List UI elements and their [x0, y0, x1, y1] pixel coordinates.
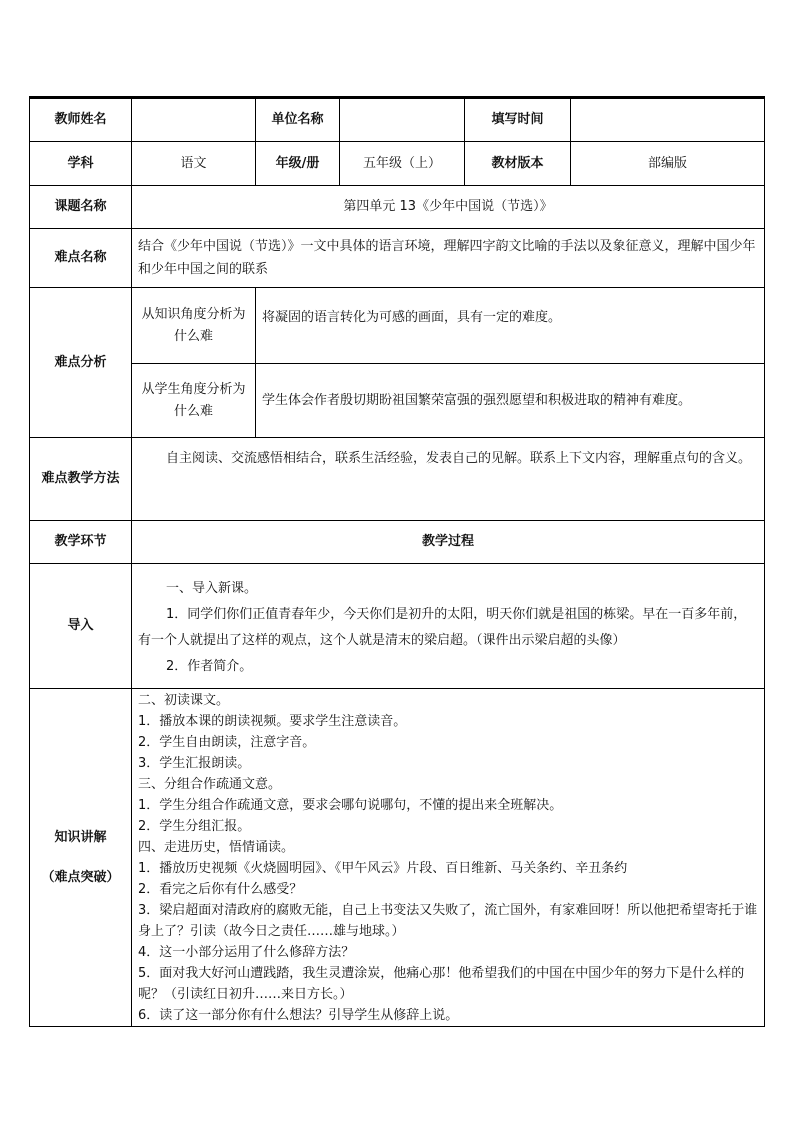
process-line: 4．这一小部分运用了什么修辞方法？: [138, 945, 355, 960]
student-angle-label: 从学生角度分析为什么难: [132, 364, 256, 438]
subject-value: 语文: [132, 142, 256, 186]
process-line: 2．学生自由朗读，注意字音。: [138, 735, 316, 750]
knowledge-label-cell: [30, 689, 132, 1027]
unit-name-value[interactable]: [340, 98, 465, 142]
fill-time-label: 填写时间: [465, 98, 571, 142]
intro-label: 导入: [30, 564, 132, 689]
teacher-name-value[interactable]: [132, 98, 256, 142]
analysis-student-row: [30, 364, 765, 438]
header-row: [30, 98, 765, 142]
method-value: 自主阅读、交流感悟相结合，联系生活经验，发表自己的见解。联系上下文内容，理解重点句的含义。: [132, 438, 765, 521]
process-line: 2．看完之后你有什么感受？: [138, 882, 303, 897]
method-row: [30, 438, 765, 521]
knowledge-angle-label: 从知识角度分析为什么难: [132, 288, 256, 364]
process-header-row: [30, 521, 765, 564]
process-line: 三、分组合作疏通文意。: [138, 777, 282, 792]
topic-value: 第四单元 13《少年中国说（节选）》: [132, 186, 765, 229]
intro-row: [30, 564, 765, 689]
grade-label: 年级/册: [256, 142, 340, 186]
process-line: 二、初读课文。: [138, 693, 230, 708]
method-label: 难点教学方法: [30, 438, 132, 521]
fill-time-value[interactable]: [571, 98, 765, 142]
topic-label: 课题名称: [30, 186, 132, 229]
intro-line: 一、导入新课。: [166, 581, 258, 596]
difficulty-value: 结合《少年中国说（节选）》一文中具体的语言环境，理解四字韵文比喻的手法以及象征意义，理解中国少年和少年中国之间的联系: [132, 229, 765, 288]
process-line: 3．梁启超面对清政府的腐败无能，自己上书变法又失败了，流亡国外，有家难回呀！所以他把希望寄托于谁身上了？引读（故今日之责任……雄与地球。）: [138, 903, 758, 939]
subject-row: [30, 142, 765, 186]
intro-line: 2．作者简介。: [166, 659, 253, 674]
knowledge-label: 知识讲解: [54, 829, 107, 845]
lesson-plan-table: [29, 96, 765, 1027]
unit-name-label: 单位名称: [256, 98, 340, 142]
process-line: 1．学生分组合作疏通文意，要求会哪句说哪句，不懂的提出来全班解决。: [138, 798, 563, 813]
process-line: 2．学生分组汇报。: [138, 819, 251, 834]
process-line: 3．学生汇报朗读。: [138, 756, 251, 771]
stage-header-label: 教学环节: [30, 521, 132, 564]
difficulty-label: 难点名称: [30, 229, 132, 288]
process-line: 6．读了这一部分你有什么想法？引导学生从修辞上说。: [138, 1008, 459, 1023]
topic-row: [30, 186, 765, 229]
knowledge-sublabel: （难点突破）: [41, 869, 120, 885]
knowledge-content: [132, 689, 765, 1027]
knowledge-row: [30, 689, 765, 1027]
student-angle-value: 学生体会作者殷切期盼祖国繁荣富强的强烈愿望和积极进取的精神有难度。: [256, 364, 765, 438]
process-line: 5．面对我大好河山遭践踏，我生灵遭涂炭，他痛心那！他希望我们的中国在中国少年的努力下是什么样的呢？（引读红日初升……来日方长。）: [138, 966, 745, 1002]
teacher-name-label: 教师姓名: [30, 98, 132, 142]
edition-value: 部编版: [571, 142, 765, 186]
intro-line: 1．同学们你们正值青春年少，今天你们是初升的太阳，明天你们就是祖国的栋梁。早在一百多年前，有一个人就提出了这样的观点，这个人就是清末的梁启超。（课件出示梁启超的头像）: [138, 607, 747, 648]
analysis-label: 难点分析: [30, 288, 132, 438]
process-line: 1．播放本课的朗读视频。要求学生注意读音。: [138, 714, 407, 729]
process-line: 1．播放历史视频《火烧圆明园》、《甲午风云》片段、百日维新、马关条约、辛丑条约: [138, 861, 628, 876]
subject-label: 学科: [30, 142, 132, 186]
lesson-plan-sheet: [29, 96, 764, 1027]
edition-label: 教材版本: [465, 142, 571, 186]
intro-content: [132, 564, 765, 689]
analysis-knowledge-row: [30, 288, 765, 364]
process-header-label: 教学过程: [132, 521, 765, 564]
knowledge-angle-value: 将凝固的语言转化为可感的画面，具有一定的难度。: [256, 288, 765, 364]
process-line: 四、走进历史，悟情诵读。: [138, 840, 295, 855]
grade-value: 五年级（上）: [340, 142, 465, 186]
difficulty-row: [30, 229, 765, 288]
